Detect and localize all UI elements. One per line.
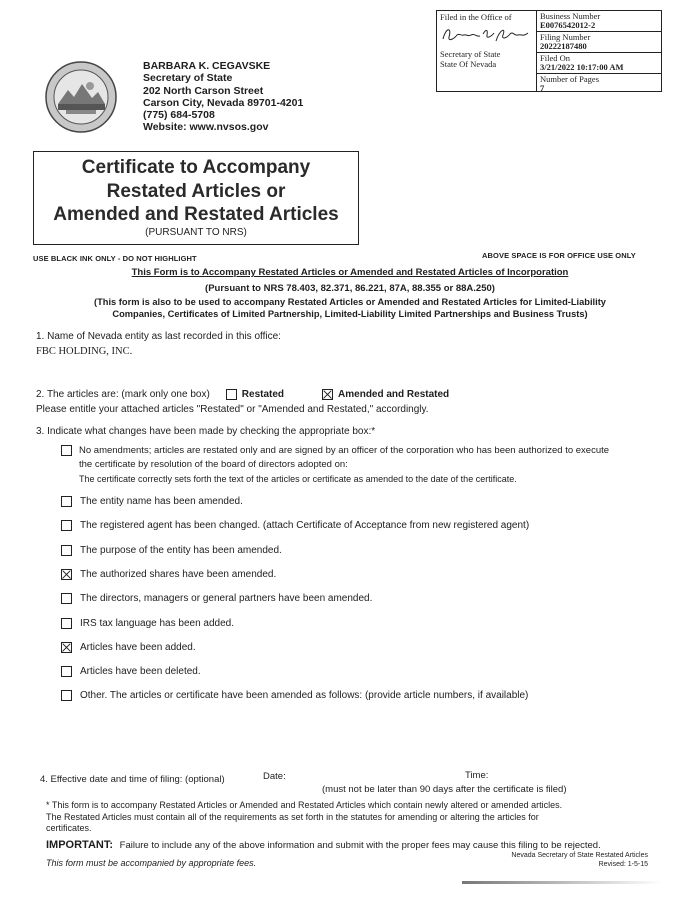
change-label: The authorized shares have been amended. [80,569,277,580]
fees-note: This form must be accompanied by appropriate fees. [46,858,257,868]
change-item [61,496,243,507]
entity-name-field[interactable]: FBC HOLDING, INC. [36,346,133,357]
change-label: The entity name has been amended. [80,496,243,507]
change-checkbox-purpose[interactable] [61,545,72,556]
q4-date-label: Date: [263,771,286,782]
important-text: Failure to include any of the above information and submit with the proper fees may cause this filing to be rejected. [119,840,601,851]
change-checkbox-irs-tax[interactable] [61,618,72,629]
intro-heading: This Form is to Accompany Restated Articles or Amended and Restated Articles of Incorporation [131,267,569,278]
change-item [61,545,282,556]
change-checkbox-registered-agent[interactable] [61,520,72,531]
q4-time-label: Time: [465,770,489,781]
footer-star-2: The Restated Articles must contain all of the requirements as set forth in the statutes for amending or altering the articles for [46,811,539,822]
no-amendments-line1: No amendments; articles are restated only and are signed by an officer of the corporation who has been authorized to execute [79,445,610,456]
form-title: Certificate to Accompany Restated Articles or Amended and Restated Articles [53,157,339,225]
signature-image [440,23,532,47]
restated-checkbox[interactable] [226,389,237,400]
stamp-filing-number: Filing Number 20222187480 [537,32,661,53]
form-id [470,851,648,869]
sos-title: Secretary of State [143,72,233,85]
stamp-filed-on: Filed On 3/21/2022 10:17:00 AM [537,53,661,74]
change-item [61,690,528,701]
footer-notes [46,800,562,835]
change-checkbox-articles-added[interactable] [61,642,72,653]
change-label: The directors, managers or general partners have been amended. [80,593,373,604]
sos-street: 202 North Carson Street [143,84,264,97]
intro-also: (This form is also to be used to accompany Restated Articles or Amended and Restated Articles for Limited-Liability Companies, Certificates of Limited Partnership, Limited-Liability Limited Partnerships and Business Trusts) [94,297,606,319]
change-checkbox-articles-deleted[interactable] [61,666,72,677]
important-row [46,839,601,851]
no-amendments-line2: the certificate by resolution of the board of directors adopted on: [79,459,348,470]
restated-label: Restated [241,389,285,400]
amended-restated-label: Amended and Restated [338,389,450,400]
important-label: IMPORTANT: [46,839,114,851]
change-checkbox-directors[interactable] [61,593,72,604]
q1-label: 1. Name of Nevada entity as last recorded in this office: [36,331,281,342]
change-item [61,569,276,580]
q2-note: Please entitle your attached articles "Restated" or "Amended and Restated," accordingly. [36,404,429,415]
sos-website: Website: www.nvsos.gov [143,121,269,134]
effective-time-field[interactable] [495,770,645,782]
office-use-note: ABOVE SPACE IS FOR OFFICE USE ONLY [482,251,636,260]
sos-phone: (775) 684-5708 [143,109,215,122]
title-pursuant: (PURSUANT TO NRS) [145,226,247,238]
sos-name: BARBARA K. CEGAVSKE [143,60,271,72]
change-item [61,642,196,653]
ink-note: USE BLACK INK ONLY - DO NOT HIGHLIGHT [33,254,197,263]
change-label: IRS tax language has been added. [80,618,235,629]
sos-city: Carson City, Nevada 89701-4201 [143,96,304,109]
change-checkbox-authorized-shares[interactable] [61,569,72,580]
change-item [61,666,201,677]
no-amendments-line3: The certificate correctly sets forth the text of the articles or certificate as amended to the date of the certificate. [79,474,517,484]
change-checkbox-entity-name[interactable] [61,496,72,507]
change-label: Other. The articles or certificate have been amended as follows: (provide article numbers, if available) [80,690,529,701]
change-label: The purpose of the entity has been amended. [80,545,282,556]
form-name: Nevada Secretary of State Restated Articles [511,852,648,859]
q3-label: 3. Indicate what changes have been made by checking the appropriate box:* [36,426,376,437]
filing-stamp [436,10,662,92]
intro-pursuant: (Pursuant to NRS 78.403, 82.371, 86.221, 87A, 88.355 or 88A.250) [205,283,495,294]
stamp-office-column [437,11,537,91]
footer-star-1: * This form is to accompany Restated Articles or Amended and Restated Articles which contain newly altered or amended articles. [46,800,563,810]
no-amendments-row [61,444,609,486]
sos-address-block [143,60,303,134]
stamp-filed-in: Filed in the Office of [440,12,512,22]
stamp-info-column [537,11,661,91]
scan-artifact [462,881,662,884]
title-box [33,151,359,245]
q2-row [36,389,449,400]
q2-label: 2. The articles are: (mark only one box) [36,389,210,400]
change-label: Articles have been deleted. [80,666,201,677]
change-item [61,618,234,629]
q4-note: (must not be later than 90 days after the certificate is filed) [322,784,567,795]
stamp-signature [437,23,536,47]
form-revised: Revised: 1-5-15 [598,861,648,868]
change-item [61,520,529,531]
no-amendments-checkbox[interactable] [61,445,72,456]
amended-restated-checkbox[interactable] [322,389,333,400]
effective-date-field[interactable] [292,771,442,783]
stamp-sos: Secretary of State [440,49,501,59]
footer-star-3: certificates. [46,823,92,833]
stamp-pages: Number of Pages 7 [540,74,600,93]
nevada-seal-icon [44,60,118,134]
change-checkbox-other[interactable] [61,690,72,701]
stamp-business-number: Business Number E0076542012-2 [537,11,661,32]
stamp-state: State Of Nevada [440,59,497,69]
change-label: Articles have been added. [80,642,196,653]
change-label: The registered agent has been changed. (attach Certificate of Acceptance from new registered agent) [80,520,530,531]
change-item [61,593,372,604]
q4-label: 4. Effective date and time of filing: (optional) [40,774,225,785]
